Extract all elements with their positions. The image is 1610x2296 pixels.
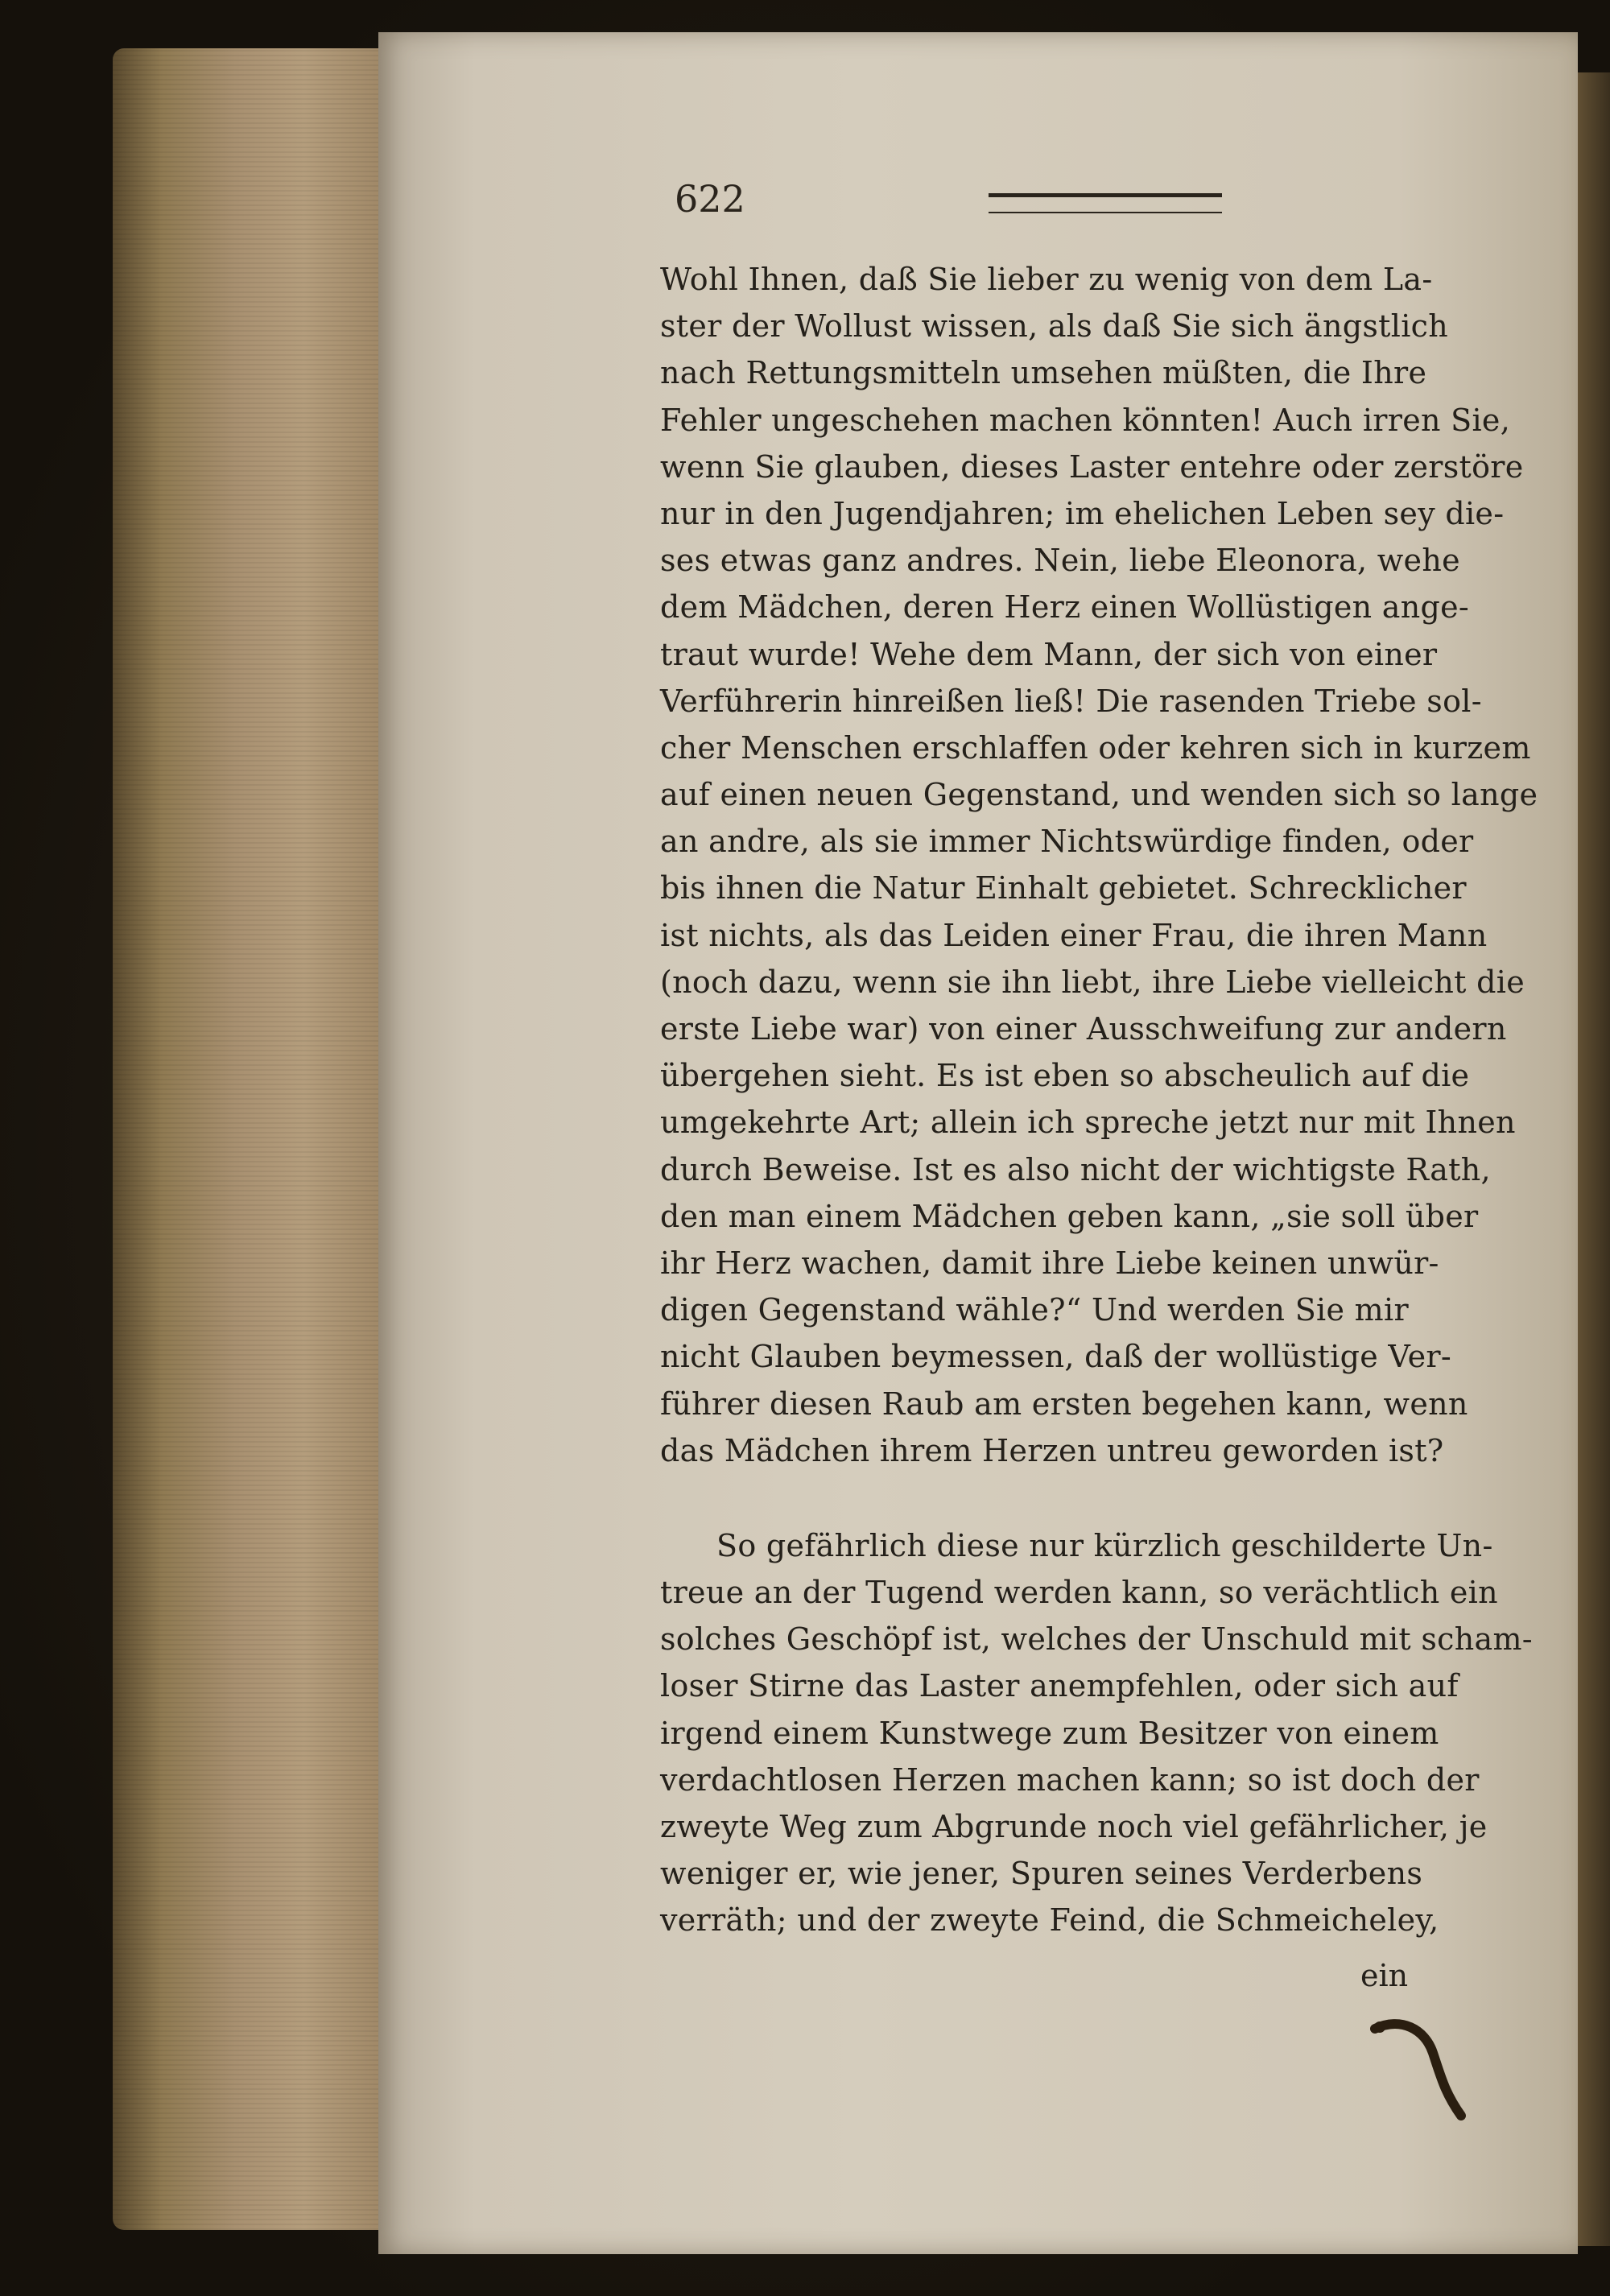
paragraph-2 bbox=[660, 1522, 1533, 1944]
ribbon-bookmark-icon bbox=[1368, 2013, 1473, 2125]
body-text bbox=[660, 256, 1538, 1944]
text-line: Wohl Ihnen, daß Sie lieber zu wenig von dem La- bbox=[660, 262, 1433, 297]
text-line: wenn Sie glauben, dieses Laster entehre oder zerstöre bbox=[660, 448, 1524, 485]
text-line: weniger er, wie jener, Spuren seines Verderbens bbox=[660, 1856, 1423, 1892]
text-line: bis ihnen die Natur Einhalt gebietet. Schrecklicher bbox=[660, 870, 1467, 906]
text-line: verdachtlosen Herzen machen kann; so ist doch der bbox=[660, 1761, 1480, 1798]
text-line: Verführerin hinreißen ließ! Die rasenden Triebe sol- bbox=[660, 683, 1482, 719]
text-line: treue an der Tugend werden kann, so verächtlich ein bbox=[660, 1575, 1498, 1611]
text-line: ihr Herz wachen, damit ihre Liebe keinen unwür- bbox=[660, 1245, 1439, 1281]
page-header bbox=[675, 177, 1480, 225]
text-line: nicht Glauben beymessen, daß der wollüstige Ver- bbox=[660, 1339, 1452, 1375]
text-line: umgekehrte Art; allein ich spreche jetzt nur mit Ihnen bbox=[660, 1105, 1516, 1141]
text-line: übergehen sieht. Es ist eben so abscheulich auf die bbox=[660, 1058, 1470, 1094]
text-line: den man einem Mädchen geben kann, „sie soll über bbox=[660, 1198, 1479, 1234]
text-line: cher Menschen erschlaffen oder kehren sich in kurzem bbox=[660, 729, 1531, 766]
text-line: loser Stirne das Laster anempfehlen, oder sich auf bbox=[660, 1668, 1459, 1704]
text-line: ist nichts, als das Leiden einer Frau, die ihren Mann bbox=[660, 917, 1488, 953]
text-line: dem Mädchen, deren Herz einen Wollüstigen ange- bbox=[660, 589, 1470, 626]
text-line: an andre, als sie immer Nichtswürdige finden, oder bbox=[660, 824, 1474, 860]
text-line: digen Gegenstand wähle?“ Und werden Sie mir bbox=[660, 1292, 1409, 1328]
text-line: auf einen neuen Gegenstand, und wenden sich so lange bbox=[660, 777, 1538, 813]
text-line: solches Geschöpf ist, welches der Unschuld mit scham- bbox=[660, 1621, 1533, 1658]
text-line: durch Beweise. Ist es also nicht der wichtigste Rath, bbox=[660, 1151, 1491, 1187]
text-line: erste Liebe war) von einer Ausschweifung zur andern bbox=[660, 1011, 1507, 1047]
catchword: ein bbox=[1360, 1958, 1409, 1993]
text-line: zweyte Weg zum Abgrunde noch viel gefährlicher, je bbox=[660, 1809, 1488, 1844]
text-line: nur in den Jugendjahren; im ehelichen Leben sey die- bbox=[660, 495, 1505, 531]
text-line: traut wurde! Wehe dem Mann, der sich von einer bbox=[660, 636, 1438, 672]
text-line: nach Rettungsmitteln umsehen müßten, die Ihre bbox=[660, 355, 1427, 391]
page-number: 622 bbox=[675, 177, 745, 221]
paragraph-1 bbox=[660, 256, 1538, 1474]
text-line: ses etwas ganz andres. Nein, liebe Eleonora, wehe bbox=[660, 543, 1460, 579]
text-line: irgend einem Kunstwege zum Besitzer von einem bbox=[660, 1715, 1439, 1751]
book-page-edges bbox=[113, 48, 386, 2230]
header-rule-icon bbox=[989, 193, 1222, 213]
text-line: verräth; und der zweyte Feind, die Schmeicheley, bbox=[660, 1902, 1439, 1939]
text-line: So gefährlich diese nur kürzlich geschilderte Un- bbox=[716, 1527, 1493, 1563]
text-line: (noch dazu, wenn sie ihn liebt, ihre Liebe vielleicht die bbox=[660, 964, 1525, 1000]
paragraph-gap bbox=[660, 1474, 1465, 1522]
text-line: das Mädchen ihrem Herzen untreu geworden ist? bbox=[660, 1432, 1444, 1468]
text-line: führer diesen Raub am ersten begehen kann, wenn bbox=[660, 1385, 1468, 1422]
text-line: ster der Wollust wissen, als daß Sie sich ängstlich bbox=[660, 308, 1449, 345]
text-line: Fehler ungeschehen machen könnten! Auch irren Sie, bbox=[660, 402, 1511, 438]
